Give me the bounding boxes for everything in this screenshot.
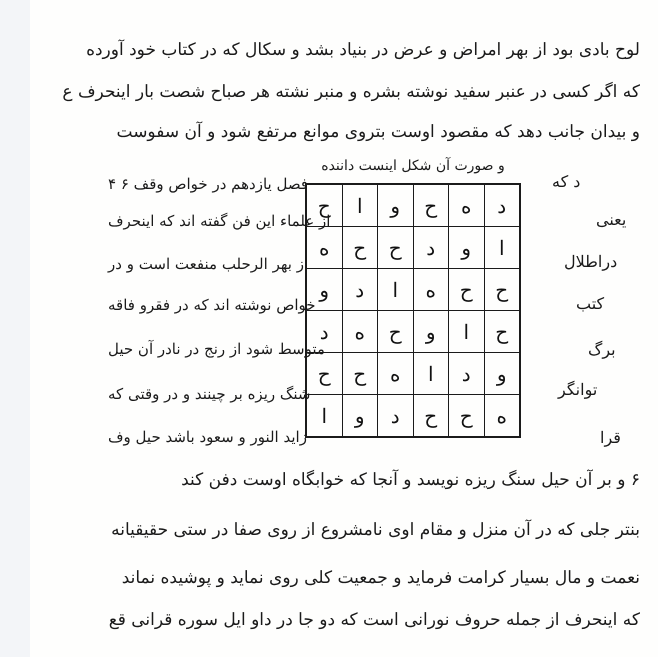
left-column-line-3: از بهر الرحلب منفعت است و در: [108, 255, 309, 273]
grid-caption: و صورت آن شکل اینست داننده: [321, 158, 505, 174]
right-column-word-2: یعنی: [596, 210, 627, 229]
grid-row: [306, 353, 520, 395]
grid-cell: ه: [342, 311, 378, 353]
text-line-4: ۶ و بر آن حیل سنگ ریزه نویسد و آنجا که خوابگاه اوست دفن کند: [181, 470, 640, 490]
grid-cell: ا: [306, 395, 342, 438]
grid-cell: ح: [306, 184, 342, 227]
grid-cell: د: [378, 395, 414, 438]
grid-cell: ح: [342, 353, 378, 395]
right-column-word-6: توانگر: [558, 380, 598, 399]
grid-cell: و: [306, 269, 342, 311]
right-column-word-7: قرا: [600, 428, 621, 447]
grid-cell: و: [449, 227, 485, 269]
text-line-1: لوح بادی بود از بهر امراض و عرض در بنیاد بشد و سکال که در کتاب خود آورده: [86, 40, 640, 60]
grid-cell: ا: [449, 311, 485, 353]
grid-cell: د: [484, 184, 520, 227]
left-column-line-1: فصل یازدهم در خواص وقف ۶ ۴: [108, 175, 309, 193]
grid-cell: و: [413, 311, 449, 353]
right-column-word-5: برگ: [588, 340, 616, 359]
left-column-line-2: از علماء این فن گفته اند که اینحرف: [108, 212, 331, 230]
magic-square-grid: [305, 183, 521, 438]
grid-row: [306, 227, 520, 269]
grid-cell: ح: [484, 311, 520, 353]
grid-cell: ه: [484, 395, 520, 438]
grid-cell: ح: [342, 227, 378, 269]
left-margin-strip: [0, 0, 30, 657]
grid-cell: د: [342, 269, 378, 311]
manuscript-page: [30, 0, 658, 657]
grid-cell: ح: [449, 395, 485, 438]
grid-cell: ه: [413, 269, 449, 311]
left-column-line-5: متوسط شود از رنج در نادر آن حیل: [108, 340, 325, 358]
grid-cell: د: [306, 311, 342, 353]
grid-cell: و: [342, 395, 378, 438]
right-column-word-3: دراطلال: [564, 252, 618, 271]
text-line-5: بنتر جلی که در آن منزل و مقام اوی نامشروع از روی صفا در ستی حقیقیانه: [111, 520, 640, 540]
grid-cell: د: [413, 227, 449, 269]
grid-cell: د: [449, 353, 485, 395]
grid-row: [306, 395, 520, 438]
grid-cell: ح: [413, 395, 449, 438]
grid-cell: ح: [484, 269, 520, 311]
grid-cell: ح: [413, 184, 449, 227]
grid-cell: ح: [378, 311, 414, 353]
grid-cell: ه: [378, 353, 414, 395]
text-line-7: که اینحرف از جمله حروف نورانی است که دو جا در داو ایل سوره قرانی قع: [108, 610, 640, 630]
grid-row: [306, 269, 520, 311]
grid-cell: ه: [449, 184, 485, 227]
left-column-line-7: زاید النور و سعود باشد حیل وف: [108, 428, 307, 446]
grid-cell: ا: [484, 227, 520, 269]
right-column-word-1: د که: [552, 172, 581, 191]
grid-cell: و: [378, 184, 414, 227]
text-line-6: نعمت و مال بسیار کرامت فرماید و جمعیت کلی روی نماید و پوشیده نماند: [121, 568, 640, 588]
grid-cell: ا: [378, 269, 414, 311]
text-line-3: و بیدان جانب دهد که مقصود اوست بتروی موانع مرتفع شود و آن سفوست: [116, 122, 640, 142]
text-line-2: که اگر کسی در عنبر سفید نوشته بشره و منبر نشته هر صباح شصت بار اینحرف ع: [62, 82, 640, 102]
grid-row: [306, 184, 520, 227]
grid-cell: و: [484, 353, 520, 395]
left-column-line-4: خواص نوشته اند که در فقرو فاقه: [108, 296, 316, 314]
grid-row: [306, 311, 520, 353]
left-column-line-6: شنگ ریزه بر چینند و در وقتی که: [108, 385, 311, 403]
grid-cell: ح: [449, 269, 485, 311]
grid-cell: ا: [342, 184, 378, 227]
grid-cell: ه: [306, 227, 342, 269]
grid-cell: ح: [306, 353, 342, 395]
grid-cell: ح: [378, 227, 414, 269]
right-column-word-4: کتب: [576, 294, 605, 313]
grid-cell: ا: [413, 353, 449, 395]
